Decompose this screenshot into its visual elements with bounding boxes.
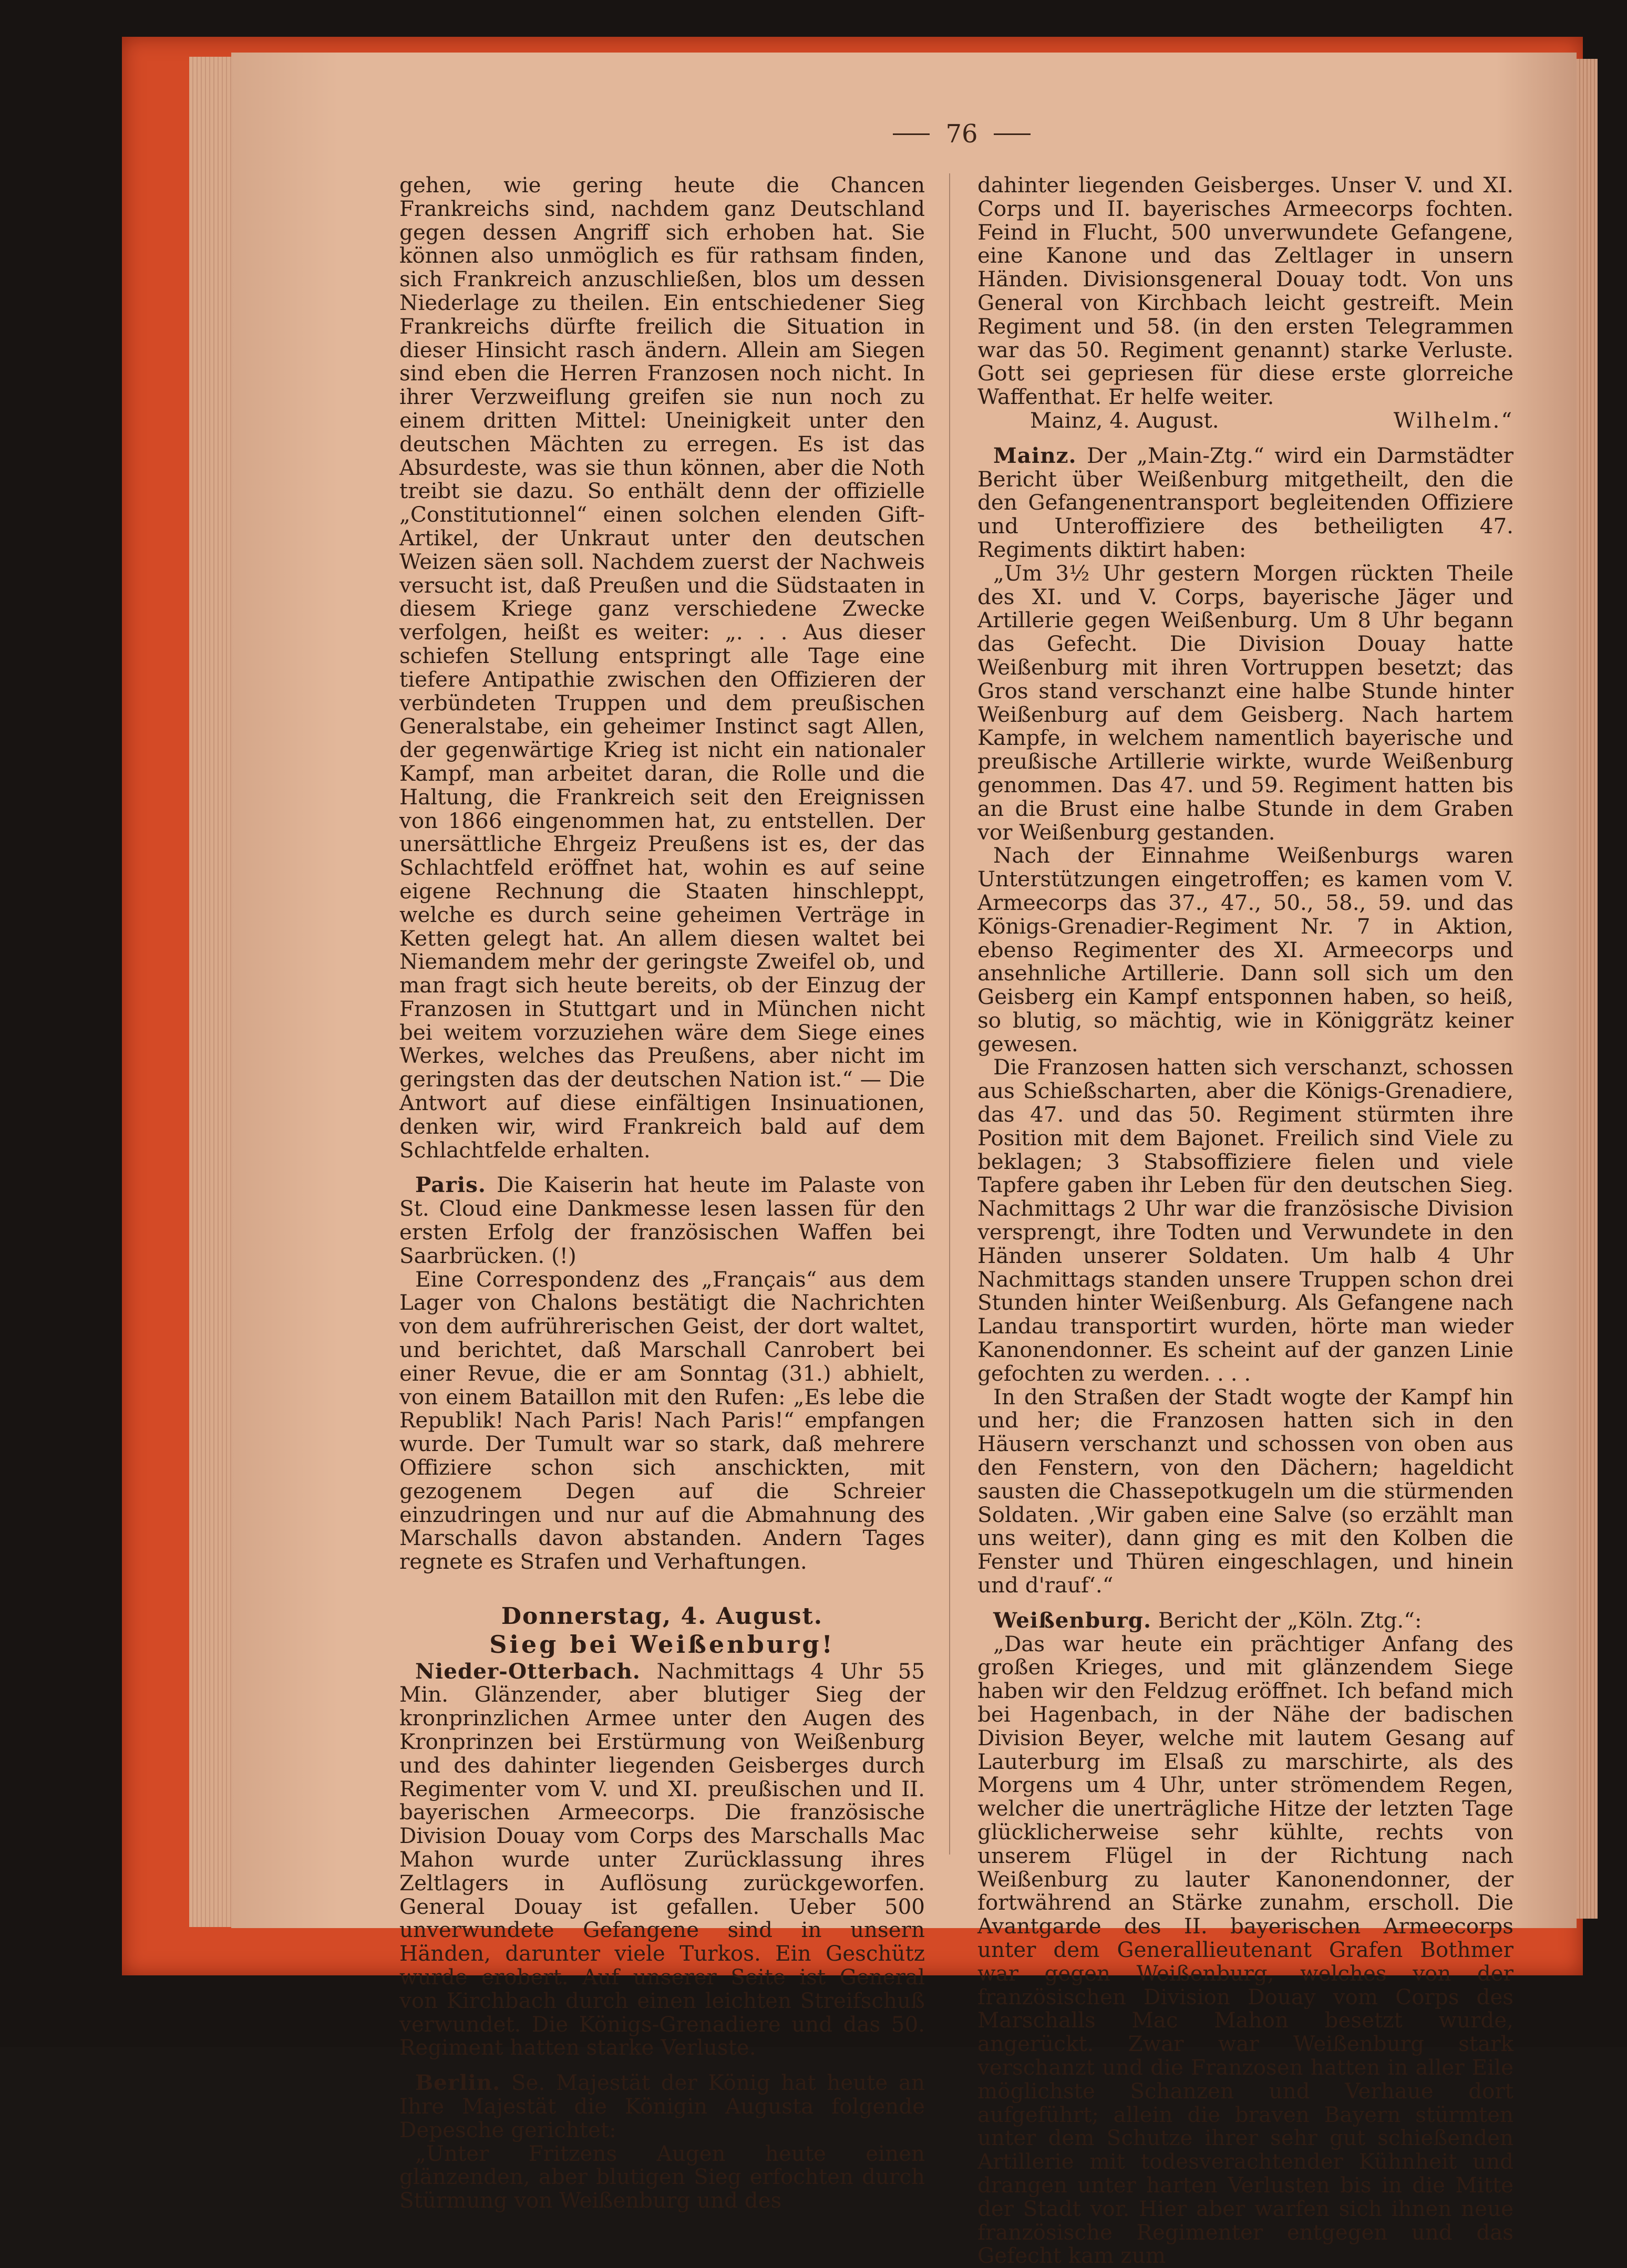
- berlin-telegram: „Unter Fritzens Augen heute einen glänzenden, aber blutigen Sieg erfochten durch Stürmung von Weißenburg und des: [399, 2140, 925, 2213]
- dateline-signature: Wilhelm.“: [1393, 407, 1513, 433]
- mainz-paragraph-4: In den Straßen der Stadt wogte der Kampf hin und her; die Franzosen hatten sich in den Häusern verschanzt und schossen von oben aus den Fenstern, von den Dächern; hageldicht sausten die Chassepotkugeln um die stürmenden Soldaten. ‚Wir gaben eine Salve (so erzählt man uns weiter), dann ging es mit den Kolben die Fenster und Thüren eingeschlagen, und hinein und d'rauf‘.“: [977, 1384, 1513, 1598]
- telegram-continuation: dahinter liegenden Geisberges. Unser V. und XI. Corps und II. bayerisches Armeecorps fochten. Feind in Flucht, 500 unverwundete Gefangene, eine Kanone und das Zeltlager in unsern Händen. Divisionsgeneral Douay todt. Von uns General von Kirchbach leicht gestreift. Mein Regiment und 58. (in den ersten Telegrammen war das 50. Regiment genannt) starke Verluste. Gott sei gepriesen für diese erste glorreiche Waffenthat. Er helfe weiter.: [977, 172, 1513, 410]
- article-continuation: gehen, wie gering heute die Chancen Frankreichs sind, nachdem ganz Deutschland gegen dessen Angriff sich erhoben hat. Sie können also unmöglich es für rathsam finden, sich Frankreich anzuschließen, blos um dessen Niederlage zu theilen. Ein entschiedener Sieg Frankreichs dürfte freilich die Situation in dieser Hinsicht rasch ändern. Allein am Siegen sind eben die Herren Franzosen noch nicht. In ihrer Verzweiflung greifen sie nun noch zu einem dritten Mittel: Uneinigkeit unter den deutschen Mächten zu erregen. Es ist das Absurdeste, was sie thun können, aber die Noth treibt sie dazu. So enthält denn der offizielle „Constitutionnel“ einen solchen elenden Gift-Artikel, der Unkraut unter den deutschen Weizen säen soll. Nachdem zuerst der Nachweis versucht ist, daß Preußen und die Südstaaten in diesem Kriege ganz verschiedene Zwecke verfolgen, heißt es weiter: „. . . Aus dieser schiefen Stellung entspringt alle Tage eine tiefere Antipathie zwischen den Offizieren der verbündeten Truppen und dem preußischen Generalstabe, ein geheimer Instinct sagt Allen, der gegenwärtige Krieg ist nicht ein nationaler Kampf, man arbeitet daran, die Rolle und die Haltung, die Frankreich seit den Ereignissen von 1866 eingenommen hat, zu entstellen. Der unersättliche Ehrgeiz Preußens ist es, der das Schlachtfeld eröffnet hat, wohin es auf seine eigene Rechnung die Staaten hinschleppt, welche es durch seine geheimen Verträge in Ketten gelegt hat. An allem diesen waltet bei Niemandem mehr der geringste Zweifel ob, und man fragt sich heute bereits, ob der Einzug der Franzosen in Stuttgart und in München nicht bei weitem vorzuziehen wäre dem Siege eines Werkes, welches das Preußens, aber nicht im geringsten das der deutschen Nation ist.“ — Die Antwort auf diese einfältigen Insinuationen, denken wir, wird Frankreich bald auf dem Schlachtfelde erhalten.: [399, 172, 925, 1163]
- telegram-dateline: [977, 409, 1513, 432]
- dateline-place: Mainz, 4. August.: [1030, 407, 1219, 433]
- nieder-otterbach-text: Nachmittags 4 Uhr 55 Min. Glänzender, aber blutiger Sieg der kronprinzlichen Armee unter den Augen des Kronprinzen bei Erstürmung von Weißenburg und des dahinter liegenden Geisberges durch Regimenter vom V. und XI. preußischen und II. bayerischen Armeecorps. Die französische Division Douay vom Corps des Marschalls Mac Mahon wurde unter Zurücklassung ihres Zeltlagers in Auflösung zurückgeworfen. General Douay ist gefallen. Ueber 500 unverwundete Gefangene sind in unsern Händen, darunter viele Turkos. Ein Geschütz wurde erobert. Auf unserer Seite ist General von Kirchbach durch einen leichten Streifschuß verwundet. Die Königs-Grenadiere und das 50. Regiment hatten starke Verluste.: [399, 1658, 925, 2060]
- column-divider: [949, 173, 950, 1855]
- left-column: [399, 173, 925, 2212]
- mainz-paragraph-2: Nach der Einnahme Weißenburgs waren Unterstützungen eingetroffen; es kamen vom V. Armeecorps das 37., 47., 50., 58., 59. und das Königs-Grenadier-Regiment Nr. 7 in Aktion, ebenso Regimenter des XI. Armeecorps und ansehnliche Artillerie. Dann soll sich um den Geisberg ein Kampf entsponnen haben, so heiß, so blutig, so mächtig, wie in Königgrätz keiner gewesen.: [977, 843, 1513, 1057]
- day-heading: Donnerstag, 4. August.: [501, 1603, 823, 1630]
- header-dash-right: [994, 133, 1031, 135]
- berlin-article: [399, 2071, 925, 2141]
- header-dash-left: [893, 133, 930, 135]
- weissenburg-paragraph-1: „Das war heute ein prächtiger Anfang des großen Krieges, und mit glänzendem Siege haben wir den Feldzug eröffnet. Ich befand mich bei Hagenbach, in der Nähe der badischen Division Beyer, welche mit lautem Gesang auf Lauterburg im Elsaß zu marschirte, als des Morgens um 4 Uhr, unter strömendem Regen, welcher die unerträgliche Hitze der letzten Tage glücklicherweise sehr kühlte, rechts von unserem Flügel in der Richtung nach Weißenburg zu lauter Kanonendonner, der fortwährend an Stärke zunahm, erscholl. Die Avantgarde des II. bayerischen Armeecorps unter dem Generallieutenant Grafen Bothmer war gegen Weißenburg, welches von der französischen Division Douay vom Corps des Marschalls Mac Mahon besetzt wurde, angerückt. Zwar war Weißenburg stark verschanzt und die Franzosen hatten in aller Eile möglichste Schanzen und Verhaue dort aufgeführt; allein die braven Bayern stürmten unter dem Schutze ihrer sehr gut schießenden Artillerie mit todesverachtender Kühnheit und drangen unter harten Verlusten bis in die Mitte der Stadt vor. Hier aber warfen sich ihnen neue französische Regimenter entgegen und das Gefecht kam zum: [977, 1631, 1513, 2268]
- page-header: [883, 116, 1041, 152]
- berlin-lead: Berlin.: [415, 2070, 501, 2096]
- paris-text: Die Kaiserin hat heute im Palaste von St. Cloud eine Dankmesse lesen lassen für den ersten Erfolg der französischen Waffen bei Saarbrücken. (!): [399, 1172, 925, 1268]
- weissenburg-lead: Weißenburg.: [993, 1607, 1152, 1633]
- mainz-lead: Mainz.: [993, 442, 1077, 468]
- victory-heading: Sieg bei Weißenburg!: [489, 1630, 835, 1659]
- mainz-paragraph-1: „Um 3½ Uhr gestern Morgen rückten Theile des XI. und V. Corps, bayerische Jäger und Artillerie gegen Weißenburg. Um 8 Uhr begann das Gefecht. Die Division Douay hatte Weißenburg mit ihren Vortruppen besetzt; das Gros stand verschanzt eine halbe Stunde hinter Weißenburg auf dem Geisberg. Nach hartem Kampfe, in welchem namentlich bayerische und preußische Artillerie wirkte, wurde Weißenburg genommen. Das 47. und 59. Regiment hatten bis an die Brust eine halbe Stunde in dem Graben vor Weißenburg gestanden.: [977, 560, 1513, 845]
- nieder-otterbach-article: [399, 1660, 925, 2060]
- mainz-text: Der „Main-Ztg.“ wird ein Darmstädter Bericht über Weißenburg mitgetheilt, den die den Gefangenentransport begleitenden Offiziere und Unteroffiziere des betheiligten 47. Regiments diktirt haben:: [977, 442, 1513, 562]
- weissenburg-article: [977, 1609, 1513, 1632]
- weissenburg-text: Bericht der „Köln. Ztg.“:: [1158, 1607, 1422, 1633]
- page-edges-right: [1577, 59, 1598, 1919]
- mainz-article: [977, 444, 1513, 562]
- right-column: [977, 173, 1513, 2267]
- chalons-article: Eine Correspondenz des „Français“ aus dem Lager von Chalons bestätigt die Nachrichten von dem aufrührerischen Geist, der dort waltet, und berichtet, daß Marschall Canrobert bei einer Revue, die er am Sonntag (31.) abhielt, von einem Bataillon mit den Rufen: „Es lebe die Republik! Nach Paris! Nach Paris!“ empfangen wurde. Der Tumult war so stark, daß mehrere Offiziere schon sich anschickten, mit gezogenem Degen auf die Schreier einzudringen und nur auf die Abmahnung des Marschalls davon abstanden. Andern Tages regnete es Strafen und Verhaftungen.: [399, 1266, 925, 1575]
- nieder-otterbach-lead: Nieder-Otterbach.: [415, 1658, 641, 1684]
- paris-lead: Paris.: [415, 1172, 486, 1198]
- paris-article: [399, 1173, 925, 1267]
- mainz-paragraph-3: Die Franzosen hatten sich verschanzt, schossen aus Schießscharten, aber die Königs-Grenadiere, das 47. und das 50. Regiment stürmten ihre Position mit dem Bajonet. Freilich sind Viele zu beklagen; 3 Stabsoffiziere fielen und viele Tapfere gaben ihr Leben für den deutschen Sieg. Nachmittags 2 Uhr war die französische Division versprengt, ihre Todten und Verwundete in den Händen unserer Soldaten. Um halb 4 Uhr Nachmittags standen unsere Truppen schon drei Stunden hinter Weißenburg. Als Gefangene nach Landau transportirt wurden, hörte man wieder Kanonendonner. Es scheint auf der ganzen Linie gefochten zu werden. . . .: [977, 1054, 1513, 1386]
- berlin-text: Se. Majestät der König hat heute an Ihre Majestät die Königin Augusta folgende Depesche gerichtet:: [399, 2070, 925, 2142]
- page-number: 76: [945, 119, 978, 149]
